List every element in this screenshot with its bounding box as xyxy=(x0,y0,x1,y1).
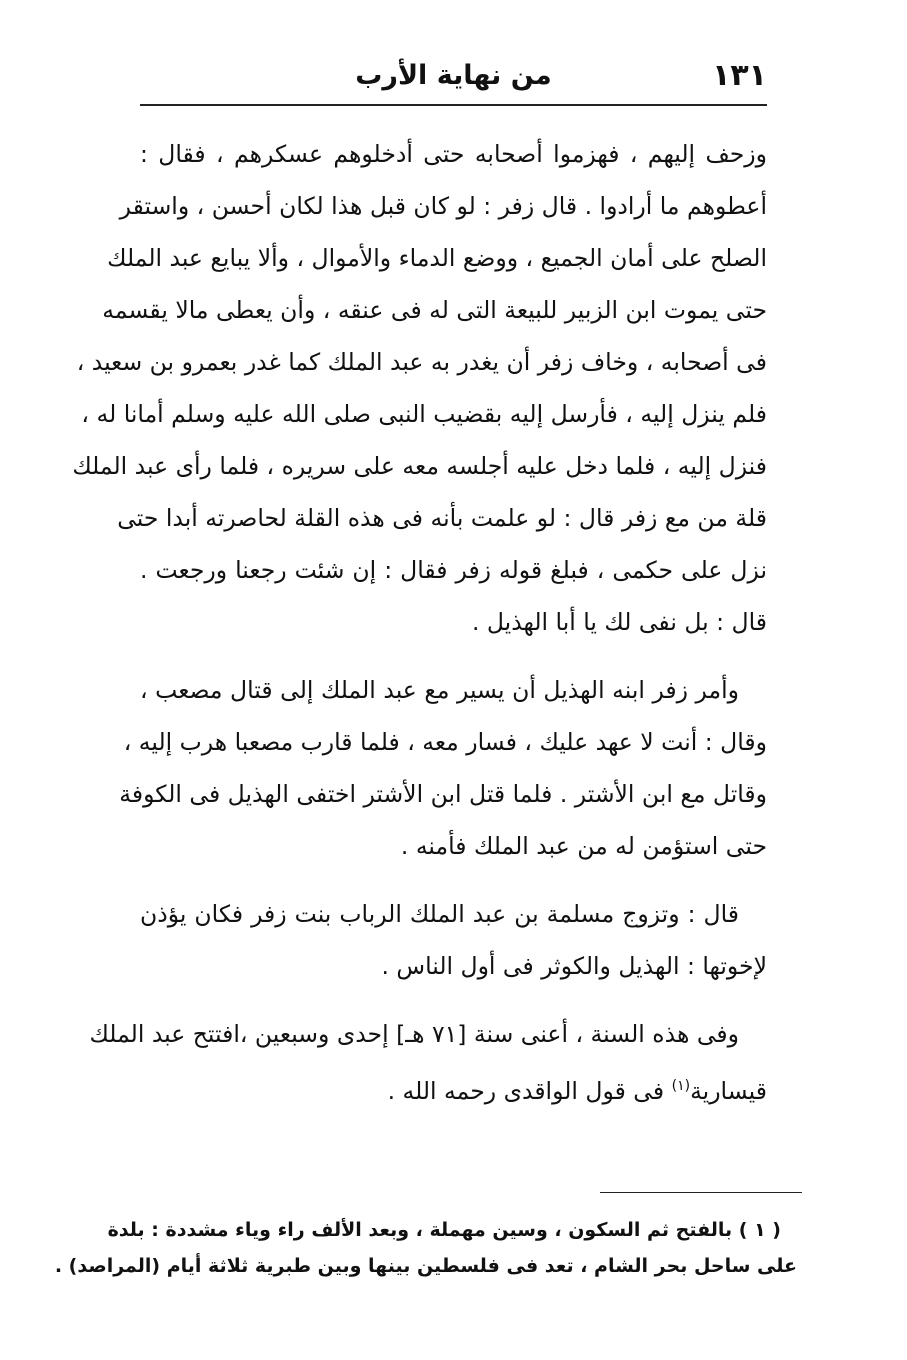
text-line: وفى هذه السنة ، أعنى سنة [٧١ هـ] إحدى وسبعين ،افتتح عبد الملك xyxy=(89,1020,739,1048)
page-header xyxy=(140,56,767,106)
footnote-marker[interactable]: (١) xyxy=(671,1078,691,1094)
text-line: وزحف إليهم ، فهزموا أصحابه حتى أدخلوهم عسكرهم ، فقال : xyxy=(140,140,767,168)
text-line: وقال : أنت لا عهد عليك ، فسار معه ، فلما قارب مصعبا هرب إليه ، xyxy=(123,728,767,756)
running-title: من نهاية الأرب xyxy=(355,60,552,91)
text-line: وقاتل مع ابن الأشتر . فلما قتل ابن الأشتر اختفى الهذيل فى الكوفة xyxy=(119,780,767,808)
paragraph-3 xyxy=(140,888,767,992)
paragraph-1 xyxy=(72,128,767,648)
text-line: فنزل إليه ، فلما دخل عليه أجلسه معه على سريره ، فلما رأى عبد الملك xyxy=(72,452,767,480)
paragraph-4 xyxy=(89,1008,767,1117)
paragraph-2 xyxy=(119,664,767,872)
text-line: حتى يموت ابن الزبير للبيعة التى له فى عنقه ، وأن يعطى مالا يقسمه xyxy=(102,296,767,324)
text-line: قال : وتزوج مسلمة بن عبد الملك الرباب بنت زفر فكان يؤذن xyxy=(140,900,739,928)
text-line: لإخوتها : الهذيل والكوثر فى أول الناس . xyxy=(381,952,767,980)
page-number: ١٣١ xyxy=(712,58,767,93)
text-line: فى أصحابه ، وخاف زفر أن يغدر به عبد الملك كما غدر بعمرو بن سعيد ، xyxy=(76,348,767,376)
footnote-line: على ساحل بحر الشام ، تعد فى فلسطين بينها وبين طبرية ثلاثة أيام (المراصد) . xyxy=(54,1255,797,1277)
text-line: وأمر زفر ابنه الهذيل أن يسير مع عبد الملك إلى قتال مصعب ، xyxy=(140,676,739,704)
text-line: أعطوهم ما أرادوا . قال زفر : لو كان قبل هذا لكان أحسن ، واستقر xyxy=(119,192,767,220)
text-line: حتى استؤمن له من عبد الملك فأمنه . xyxy=(400,832,767,860)
text-line: فلم ينزل إليه ، فأرسل إليه بقضيب النبى صلى الله عليه وسلم أمانا له ، xyxy=(81,400,767,428)
header-divider xyxy=(140,104,767,106)
text-line: قال : بل نفى لك يا أبا الهذيل . xyxy=(471,608,767,636)
text-line xyxy=(140,1060,767,1117)
text-fragment: فى قول الواقدى رحمه الله . xyxy=(387,1076,672,1105)
text-line: قلة من مع زفر قال : لو علمت بأنه فى هذه القلة لحاصرته أبدا حتى xyxy=(117,504,767,532)
footnote-divider xyxy=(600,1192,802,1193)
text-line: الصلح على أمان الجميع ، ووضع الدماء والأموال ، وألا يبايع عبد الملك xyxy=(107,244,767,272)
footnote xyxy=(54,1212,797,1284)
place-name: قيسارية xyxy=(690,1076,767,1105)
main-text xyxy=(72,128,767,1117)
footnote-line: ( ١ ) بالفتح ثم السكون ، وسين مهملة ، وبعد الألف راء وياء مشددة : بلدة xyxy=(107,1219,781,1241)
text-line: نزل على حكمى ، فبلغ قوله زفر فقال : إن شئت رجعنا ورجعت . xyxy=(140,556,767,584)
